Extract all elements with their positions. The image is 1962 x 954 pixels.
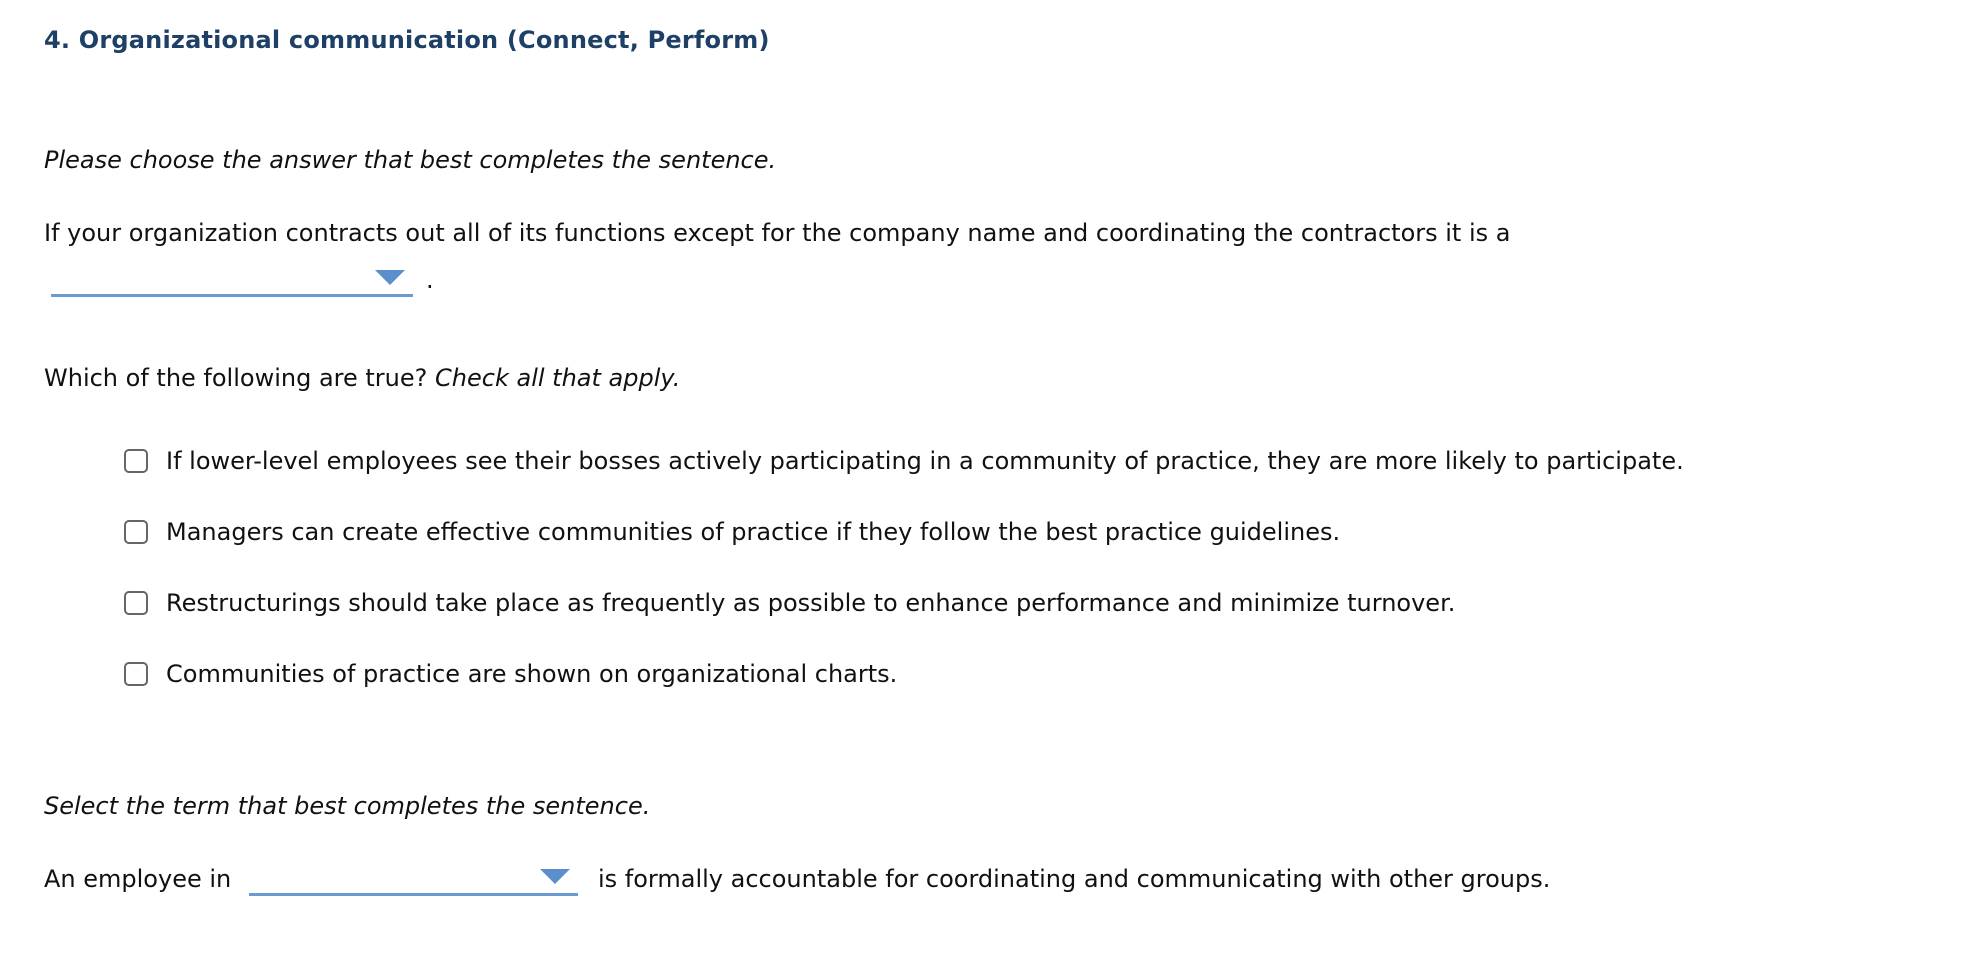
- option-row[interactable]: [124, 588, 1455, 618]
- part2-prompt-italic: Check all that apply.: [435, 364, 681, 392]
- chevron-down-icon: [540, 869, 570, 884]
- option-row[interactable]: [124, 446, 1684, 476]
- chevron-down-icon: [375, 270, 405, 285]
- checkbox-icon[interactable]: [124, 591, 148, 615]
- checkbox-icon[interactable]: [124, 520, 148, 544]
- part3-sentence-before: An employee in: [44, 865, 232, 893]
- part1-instruction: Please choose the answer that best completes the sentence.: [44, 146, 777, 174]
- part2-prompt-text: Which of the following are true?: [44, 364, 428, 392]
- part3-sentence-after: is formally accountable for coordinating and communicating with other groups.: [598, 865, 1551, 893]
- option-label[interactable]: Communities of practice are shown on organizational charts.: [166, 660, 898, 688]
- option-label[interactable]: Managers can create effective communities of practice if they follow the best practice guidelines.: [166, 518, 1341, 546]
- option-label[interactable]: If lower-level employees see their bosses actively participating in a community of practice, they are more likely to participate.: [166, 447, 1684, 475]
- checkbox-icon[interactable]: [124, 662, 148, 686]
- organization-type-dropdown[interactable]: [51, 263, 413, 297]
- option-row[interactable]: [124, 659, 897, 689]
- option-row[interactable]: [124, 517, 1340, 547]
- sentence-period: .: [426, 266, 434, 294]
- employee-role-dropdown[interactable]: [249, 862, 578, 896]
- question-title: 4. Organizational communication (Connect, Perform): [44, 26, 770, 54]
- checkbox-icon[interactable]: [124, 449, 148, 473]
- part3-instruction: Select the term that best completes the sentence.: [44, 792, 651, 820]
- option-label[interactable]: Restructurings should take place as frequently as possible to enhance performance and minimize turnover.: [166, 589, 1456, 617]
- part2-prompt: [44, 364, 680, 392]
- part1-sentence: If your organization contracts out all of its functions except for the company name and coordinating the contractors it is a: [44, 219, 1511, 247]
